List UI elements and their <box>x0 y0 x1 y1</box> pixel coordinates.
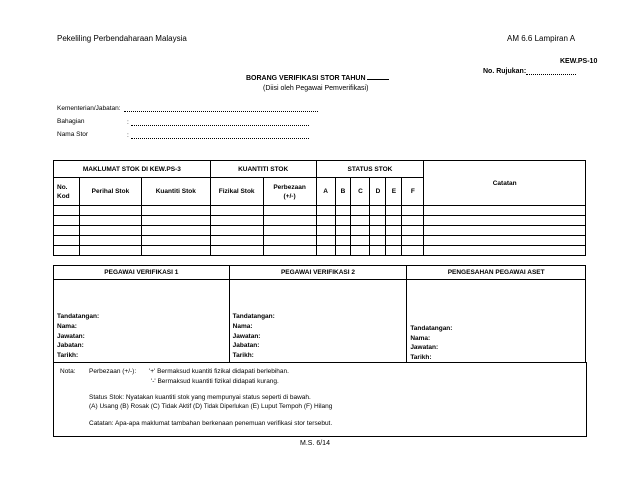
col-perihal-stok: Perihal Stok <box>79 178 141 206</box>
field-label: Kementerian/Jabatan: <box>57 105 121 112</box>
table-cell[interactable] <box>424 226 586 236</box>
table-cell[interactable] <box>79 236 141 246</box>
table-cell[interactable] <box>370 236 386 246</box>
table-cell[interactable] <box>402 206 424 216</box>
table-cell[interactable] <box>210 206 263 216</box>
officer-field-nama: Nama: <box>232 323 253 330</box>
form-title <box>246 75 389 82</box>
header-maklumat-stok: MAKLUMAT STOK DI KEW.PS-3 <box>54 161 211 178</box>
table-cell[interactable] <box>335 246 351 256</box>
officer-field-jabatan: Jabatan: <box>232 342 260 350</box>
stock-rows <box>54 206 586 256</box>
notes-catatan-line: Catatan: Apa-apa maklumat tambahan berkenaan penemuan verifikasi stor tersebut. <box>89 420 333 427</box>
field-input-bahagian[interactable] <box>131 118 309 126</box>
field-label: Bahagian <box>57 118 85 125</box>
field-kementerian <box>57 104 318 112</box>
notes-perbezaan-plus: '+' Bermaksud kuantiti fizikal didapati berlebihan. <box>149 368 289 375</box>
table-cell[interactable] <box>263 246 316 256</box>
table-cell[interactable] <box>351 206 370 216</box>
col-perbezaan <box>263 178 316 206</box>
table-cell[interactable] <box>335 236 351 246</box>
table-cell[interactable] <box>141 236 210 246</box>
table-cell[interactable] <box>54 216 80 226</box>
officer-field-tarikh: Tarikh: <box>232 351 254 359</box>
table-cell[interactable] <box>386 216 402 226</box>
header-kuantiti-stok: KUANTITI STOK <box>210 161 316 178</box>
field-nama-stor <box>57 131 88 138</box>
notes-status-line: Status Stok: Nyatakan kuantiti stok yang mempunyai status seperti di bawah. <box>89 394 311 401</box>
officer-field-tandatangan: Tandatangan: <box>410 325 453 332</box>
header-status-stok: STATUS STOK <box>316 161 424 178</box>
table-cell[interactable] <box>402 226 424 236</box>
table-cell[interactable] <box>210 236 263 246</box>
notes-status-codes-1: (A) Usang (B) Rosak (C) Tidak Aktif (D) <box>89 403 203 410</box>
officer-field-jawatan: Jawatan: <box>410 344 439 352</box>
table-cell[interactable] <box>335 206 351 216</box>
header-pegawai-verifikasi-2: PEGAWAI VERIFIKASI 2 <box>229 266 407 280</box>
col-status-e: E <box>386 178 402 206</box>
table-cell[interactable] <box>424 216 586 226</box>
officer-1-block[interactable] <box>54 280 230 363</box>
table-cell[interactable] <box>335 216 351 226</box>
table-cell[interactable] <box>335 226 351 236</box>
col-status-c: C <box>351 178 370 206</box>
table-cell[interactable] <box>79 206 141 216</box>
table-cell[interactable] <box>370 206 386 216</box>
table-cell[interactable] <box>351 226 370 236</box>
form-subtitle: (Diisi oleh Pegawai Pemverifikasi) <box>263 85 369 92</box>
table-cell[interactable] <box>386 246 402 256</box>
notes-perbezaan-label: Perbezaan (+/-): <box>89 368 137 375</box>
table-cell[interactable] <box>54 206 80 216</box>
table-cell[interactable] <box>141 216 210 226</box>
officer-field-tarikh: Tarikh: <box>410 353 432 361</box>
notes-status-codes-small: Tidak Diperlukan <box>203 404 249 410</box>
officer-field-jawatan: Jawatan: <box>232 332 261 340</box>
table-cell[interactable] <box>263 236 316 246</box>
table-cell[interactable] <box>316 206 335 216</box>
notes-status-codes-2: (E) Luput Tempoh (F) Hilang <box>250 403 333 410</box>
circular-title: Pekeliling Perbendaharaan Malaysia <box>57 34 187 43</box>
table-cell[interactable] <box>210 246 263 256</box>
field-input-kementerian[interactable] <box>124 104 318 112</box>
table-cell[interactable] <box>141 246 210 256</box>
table-cell[interactable] <box>316 216 335 226</box>
field-bahagian <box>57 118 84 125</box>
col-no-kod: No. Kod <box>54 178 80 206</box>
col-status-a: A <box>316 178 335 206</box>
table-cell[interactable] <box>370 216 386 226</box>
table-cell[interactable] <box>79 246 141 256</box>
officer-field-nama: Nama: <box>57 323 77 330</box>
year-blank[interactable] <box>367 79 389 80</box>
header-catatan: Catatan <box>424 161 586 206</box>
col-perbezaan-label: Perbezaan <box>273 183 306 191</box>
reference-line[interactable] <box>526 67 576 75</box>
reference-label: No. Rujukan: <box>483 68 527 75</box>
table-cell[interactable] <box>316 246 335 256</box>
officers-table <box>53 265 586 363</box>
table-cell[interactable] <box>263 216 316 226</box>
table-cell[interactable] <box>263 226 316 236</box>
table-cell[interactable] <box>54 236 80 246</box>
stock-table <box>53 160 586 256</box>
col-fizikal-stok: Fizikal Stok <box>210 178 263 206</box>
table-cell[interactable] <box>424 246 586 256</box>
table-row <box>54 216 586 226</box>
table-cell[interactable] <box>424 206 586 216</box>
col-status-d: D <box>370 178 386 206</box>
officer-field-tarikh: Tarikh: <box>57 351 79 359</box>
officer-field-nama: Nama: <box>410 334 431 342</box>
table-cell[interactable] <box>402 216 424 226</box>
table-cell[interactable] <box>351 236 370 246</box>
officer-field-tandatangan: Tandatangan: <box>57 313 100 321</box>
notes-box <box>53 362 587 437</box>
field-input-nama-stor[interactable] <box>131 131 309 139</box>
table-cell[interactable] <box>386 226 402 236</box>
officer-field-jawatan: Jawatan: <box>57 332 85 340</box>
reference-number <box>483 67 576 75</box>
table-row <box>54 246 586 256</box>
header-pegawai-verifikasi-1: PEGAWAI VERIFIKASI 1 <box>54 266 230 280</box>
table-cell[interactable] <box>402 236 424 246</box>
table-cell[interactable] <box>54 246 80 256</box>
table-cell[interactable] <box>210 226 263 236</box>
table-row <box>54 236 586 246</box>
table-cell[interactable] <box>402 246 424 256</box>
page-number: M.S. 6/14 <box>300 440 330 447</box>
table-row <box>54 206 586 216</box>
table-cell[interactable] <box>351 246 370 256</box>
field-label: Nama Stor <box>57 131 89 138</box>
table-cell[interactable] <box>370 246 386 256</box>
table-cell[interactable] <box>386 236 402 246</box>
table-cell[interactable] <box>141 226 210 236</box>
appendix-label: AM 6.6 Lampiran A <box>507 34 576 43</box>
table-cell[interactable] <box>316 236 335 246</box>
table-cell[interactable] <box>79 226 141 236</box>
table-cell[interactable] <box>210 216 263 226</box>
notes-perbezaan-minus: '-' Bermaksud kuantiti fizikal didapati kurang. <box>151 378 279 385</box>
notes-label: Nota: <box>60 368 76 375</box>
table-cell[interactable] <box>370 226 386 236</box>
table-cell[interactable] <box>424 236 586 246</box>
table-row <box>54 226 586 236</box>
col-status-b: B <box>335 178 351 206</box>
col-status-f: F <box>402 178 424 206</box>
officer-field-tandatangan: Tandatangan: <box>232 313 275 321</box>
form-title-text: BORANG VERIFIKASI STOR TAHUN <box>246 75 366 82</box>
col-kuantiti-stok: Kuantiti Stok <box>141 178 210 206</box>
table-cell[interactable] <box>263 206 316 216</box>
officer-2-block[interactable] <box>229 280 407 363</box>
officer-field-jabatan: Jabatan: <box>57 342 84 350</box>
asset-officer-block[interactable] <box>407 280 586 363</box>
table-cell[interactable] <box>79 216 141 226</box>
table-cell[interactable] <box>386 206 402 216</box>
table-cell[interactable] <box>351 216 370 226</box>
form-code: KEW.PS-10 <box>560 58 598 65</box>
table-cell[interactable] <box>54 226 80 236</box>
table-cell[interactable] <box>316 226 335 236</box>
col-perbezaan-sign: (+/-) <box>283 192 296 200</box>
table-cell[interactable] <box>141 206 210 216</box>
header-pengesahan-pegawai-aset: PENGESAHAN PEGAWAI ASET <box>407 266 586 280</box>
notes-status-codes <box>89 402 332 412</box>
